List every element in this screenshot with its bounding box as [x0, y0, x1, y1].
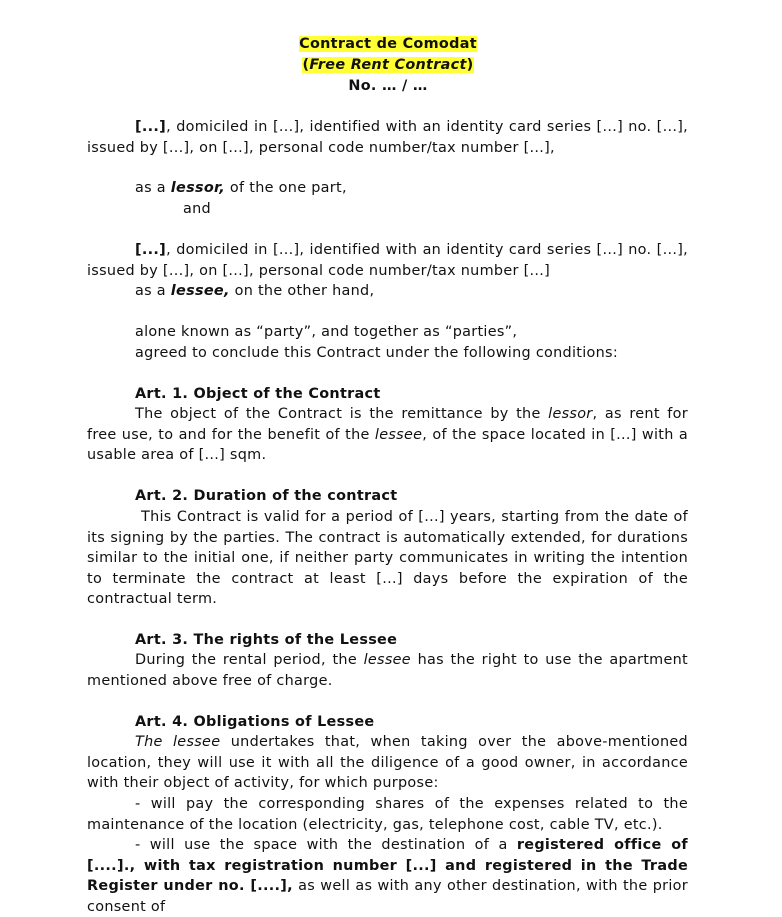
- art4-bullet-1: - will pay the corresponding shares of the expenses related to the maintenance of the location (electricity, gas, telephone cost, cable TV, etc.).: [87, 796, 688, 833]
- party2-paragraph: [...], domiciled in [...], identified with an identity card series [...] no. [...], issued by [...], on [...], personal code number/tax number [...]: [87, 242, 688, 279]
- art4-heading: Art. 4. Obligations of Lessee: [135, 714, 375, 730]
- contract-number: No. … / …: [348, 78, 428, 94]
- contract-title: Contract de Comodat: [299, 36, 477, 52]
- art3-body: During the rental period, the lessee has the right to use the apartment mentioned above free of charge.: [87, 652, 688, 689]
- art2-body: This Contract is valid for a period of [...] years, starting from the date of its signing by the parties. The contract is automatically extended, for durations similar to the initial one, if neither party communicates in writing the intention to terminate the contract at least [...] days before the expiration of the contractual term.: [87, 509, 688, 608]
- art4-bullet-2: - will use the space with the destination of a registered office of [....]., with tax registration number [...] and registered in the Trade Register under no. [....], as well as with any other destination, with the prior consent of: [87, 837, 688, 915]
- party1-role: as a lessor, of the one part,: [135, 180, 347, 196]
- party1-paragraph: [...], domiciled in [...], identified with an identity card series [...] no. [...], issued by [...], on [...], personal code number/tax number [...],: [87, 119, 688, 156]
- art4-body: The lessee undertakes that, when taking over the above-mentioned location, they will use it with all the diligence of a good owner, in accordance with their object of activity, for which purpose:: [87, 734, 688, 792]
- intro-line-2: agreed to conclude this Contract under the following conditions:: [135, 345, 618, 361]
- art2-heading: Art. 2. Duration of the contract: [135, 488, 398, 504]
- contract-subtitle: (Free Rent Contract): [302, 57, 474, 73]
- and-conjunction: and: [183, 201, 211, 217]
- art3-heading: Art. 3. The rights of the Lessee: [135, 632, 398, 648]
- party2-role: as a lessee, on the other hand,: [135, 283, 375, 299]
- intro-line-1: alone known as “party”, and together as “parties”,: [135, 324, 518, 340]
- art1-body: The object of the Contract is the remittance by the lessor, as rent for free use, to and for the benefit of the lessee, of the space located in [...] with a usable area of [...] sqm.: [87, 406, 688, 464]
- art1-heading: Art. 1. Object of the Contract: [135, 386, 381, 402]
